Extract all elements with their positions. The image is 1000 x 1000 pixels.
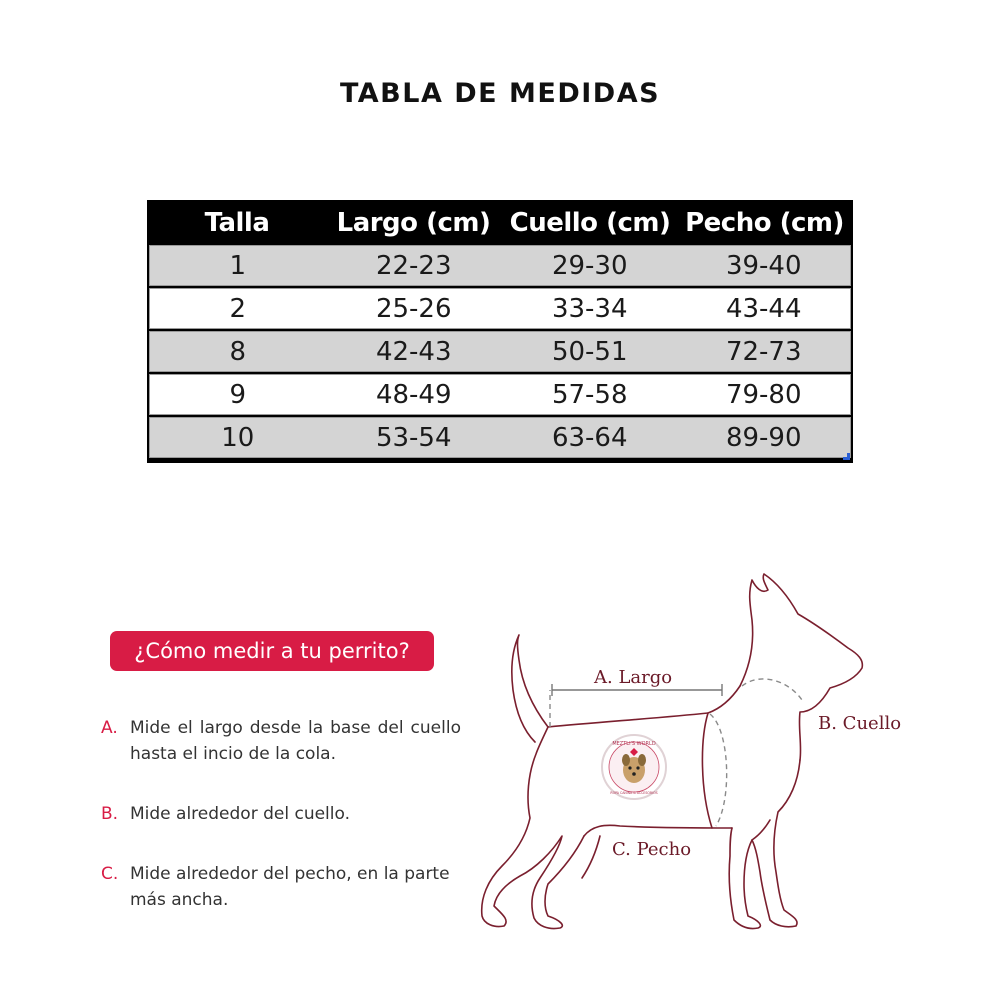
corner-resize-icon <box>843 453 850 460</box>
table-row <box>149 288 851 329</box>
meztli-world-logo-icon <box>602 735 666 799</box>
dog-back <box>548 686 740 727</box>
cell-talla: 8 <box>229 336 247 367</box>
dog-chest-band <box>702 713 712 828</box>
step-letter: A. <box>101 718 118 738</box>
table-row <box>149 374 851 415</box>
cell-pecho: 89-90 <box>725 422 802 453</box>
label-largo: A. Largo <box>594 667 673 688</box>
logo-text-bottom: ROPA CANINA & ACCESORIOS <box>610 791 658 795</box>
dog-inner-front-leg <box>752 820 770 840</box>
step-a <box>101 715 461 767</box>
cell-cuello: 29-30 <box>551 250 628 281</box>
table-row <box>149 245 851 286</box>
cell-cuello: 63-64 <box>551 422 628 453</box>
step-letter: B. <box>101 804 119 824</box>
cell-cuello: 33-34 <box>551 293 628 324</box>
dog-belly <box>584 825 732 836</box>
dog-tail <box>512 635 548 742</box>
table-header-row <box>149 200 851 245</box>
step-text: Mide alrededor del cuello. <box>130 804 351 824</box>
page-title: TABLA DE MEDIDAS <box>339 78 661 109</box>
label-pecho: C. Pecho <box>612 839 692 860</box>
how-to-measure-heading: ¿Cómo medir a tu perrito? <box>110 631 434 671</box>
step-text: Mide el largo desde la base del cuello hasta el incio de la cola. <box>130 718 461 764</box>
table-row <box>149 417 851 458</box>
cell-largo: 25-26 <box>375 293 452 324</box>
table-row <box>149 331 851 372</box>
logo-text-top: MEZTLI'S WORLD <box>612 741 656 747</box>
cell-pecho: 39-40 <box>725 250 802 281</box>
cuello-dashed-line <box>742 679 802 700</box>
dog-chest <box>729 760 800 929</box>
cell-largo: 48-49 <box>375 379 452 410</box>
size-table <box>147 200 853 463</box>
cell-largo: 53-54 <box>375 422 452 453</box>
cell-largo: 42-43 <box>375 336 452 367</box>
step-letter: C. <box>101 864 119 884</box>
cell-talla: 2 <box>229 293 247 324</box>
cell-cuello: 57-58 <box>551 379 628 410</box>
cell-talla: 10 <box>221 422 255 453</box>
cell-largo: 22-23 <box>375 250 452 281</box>
step-b <box>101 801 461 827</box>
dog-measurement-diagram <box>470 560 990 950</box>
cell-talla: 1 <box>229 250 247 281</box>
header-talla: Talla <box>204 207 270 238</box>
cell-cuello: 50-51 <box>551 336 628 367</box>
step-c <box>101 861 461 913</box>
dog-inner-hind-leg <box>582 836 600 878</box>
dog-hind-legs <box>482 727 584 929</box>
header-largo: Largo (cm) <box>336 207 491 238</box>
step-text: Mide alrededor del pecho, en la parte más ancha. <box>130 864 450 910</box>
cell-pecho: 79-80 <box>725 379 802 410</box>
pecho-dashed-line <box>710 714 727 826</box>
cell-pecho: 72-73 <box>725 336 802 367</box>
header-cuello: Cuello (cm) <box>509 207 671 238</box>
label-cuello: B. Cuello <box>818 713 902 734</box>
cell-talla: 9 <box>229 379 247 410</box>
header-pecho: Pecho (cm) <box>685 207 844 238</box>
cell-pecho: 43-44 <box>725 293 802 324</box>
